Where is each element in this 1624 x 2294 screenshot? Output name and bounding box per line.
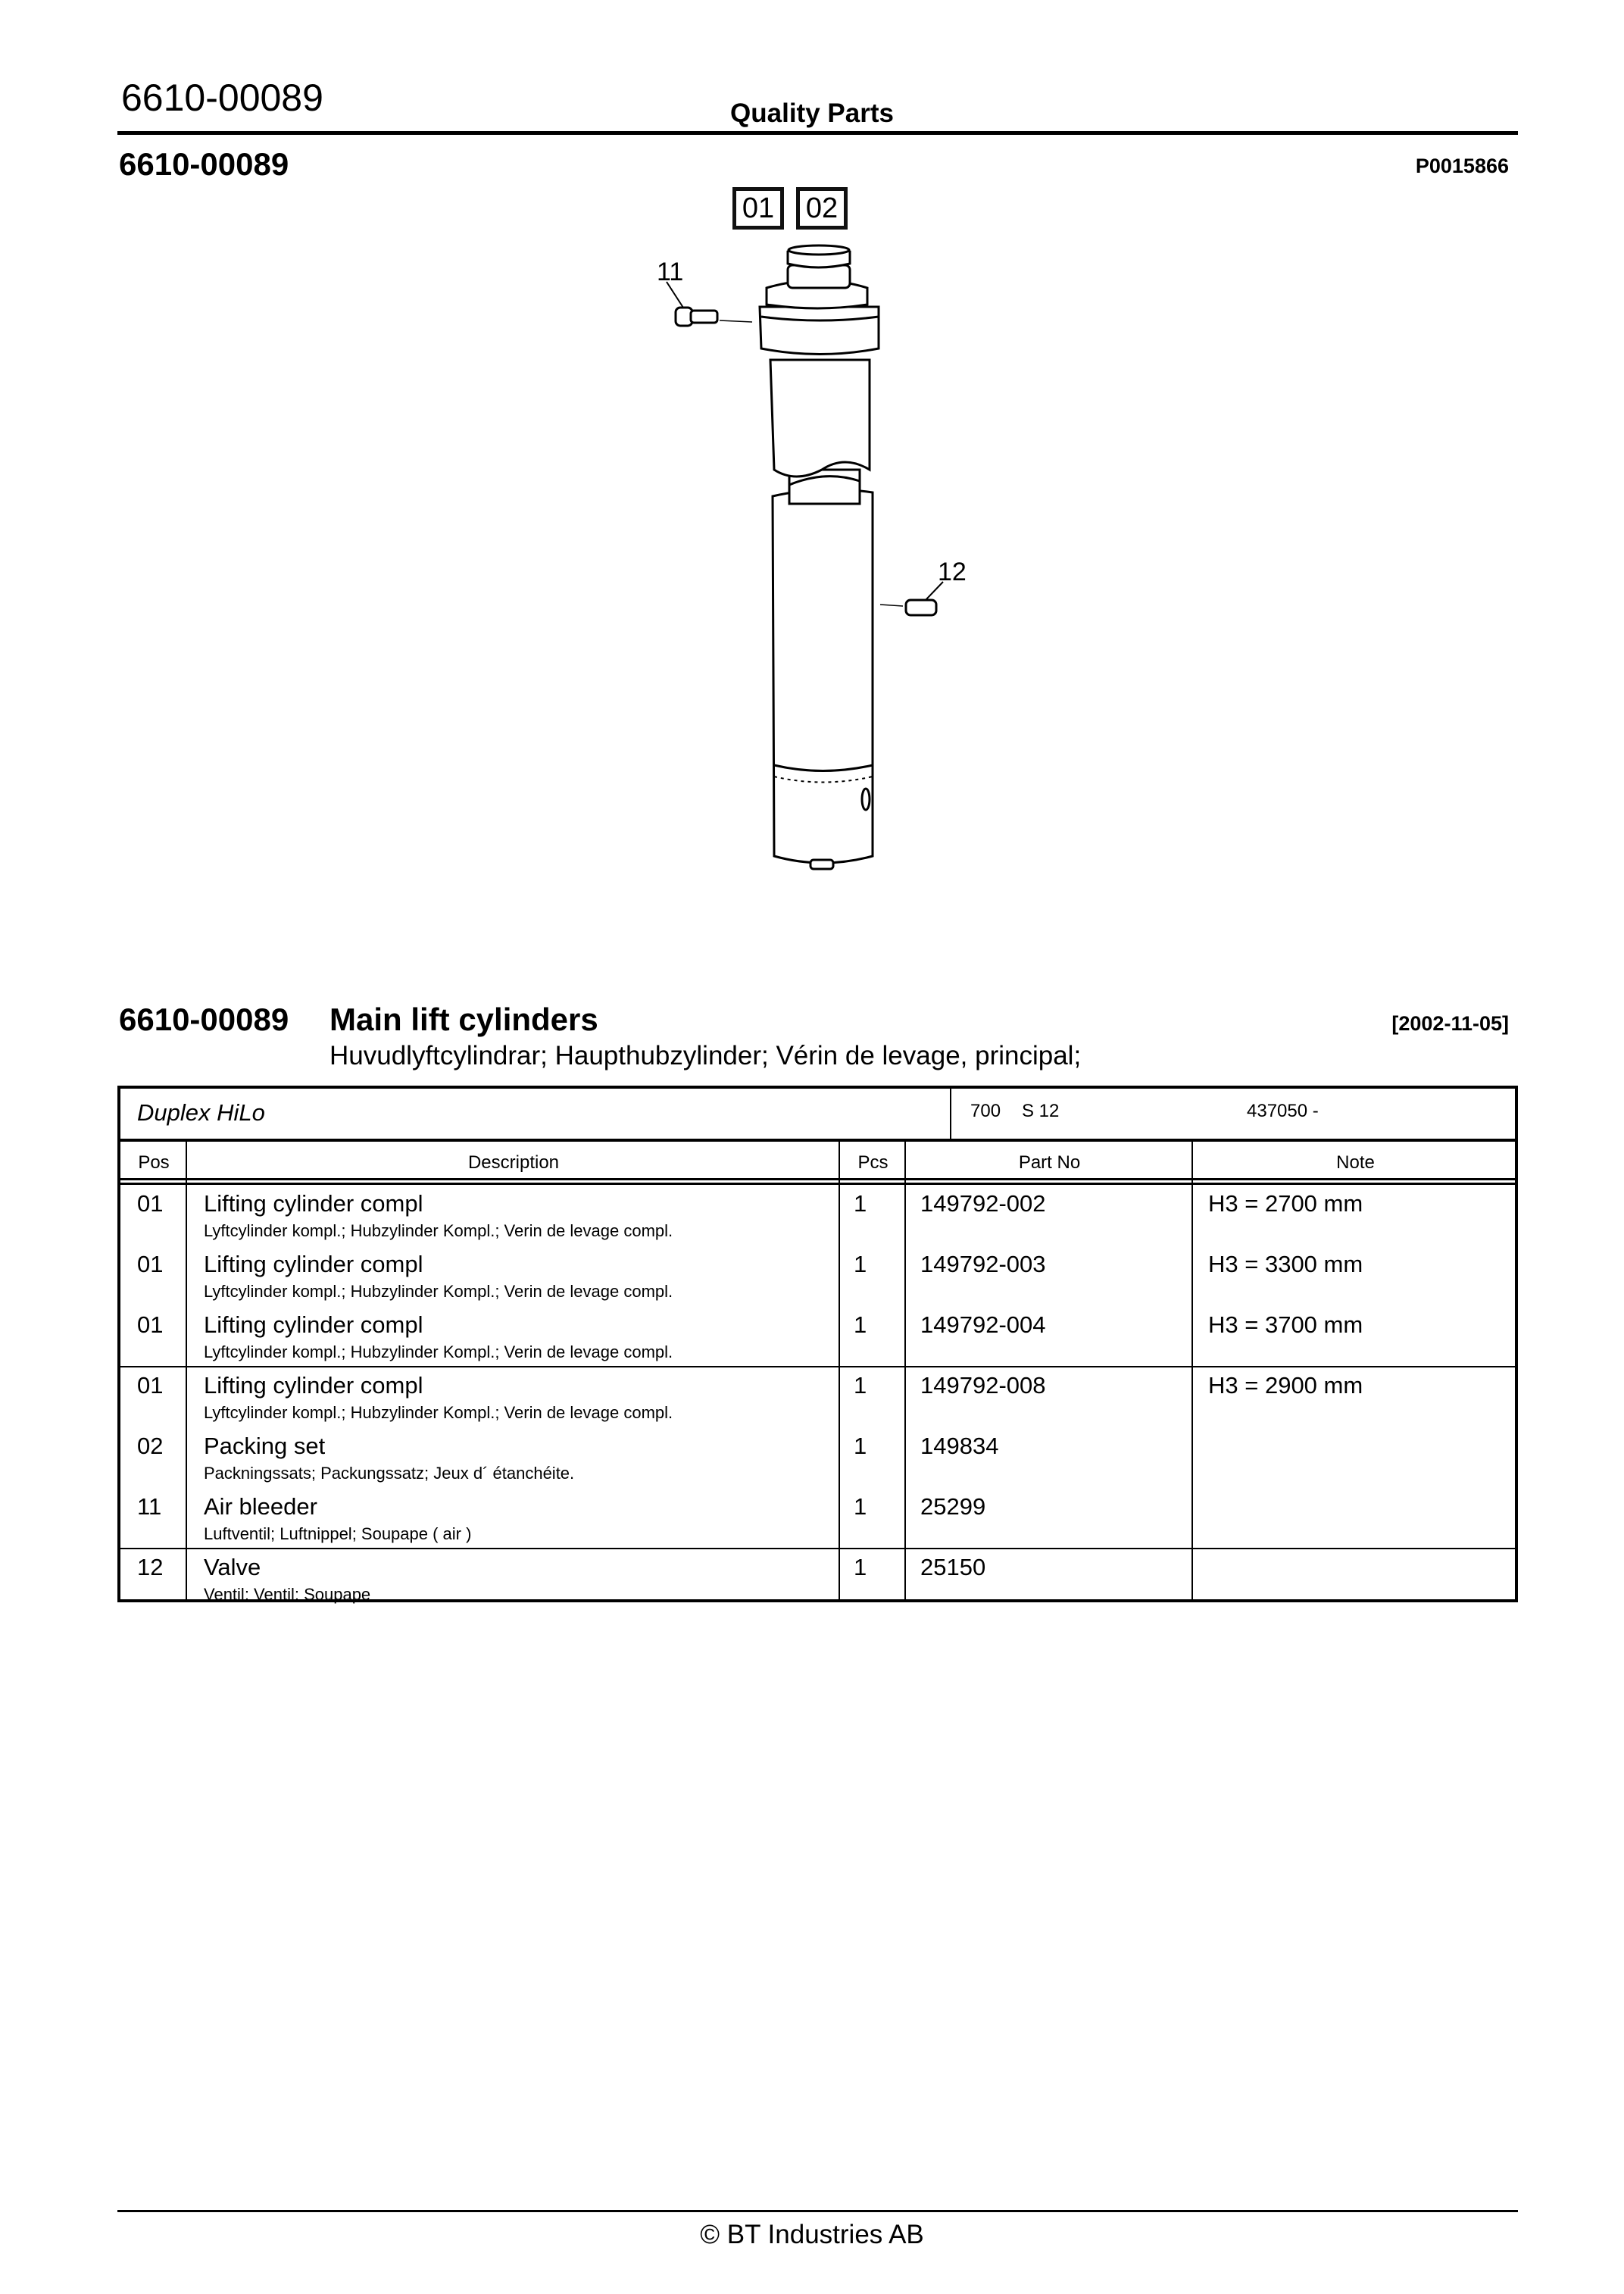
cell-part-no: 149792-003 — [920, 1251, 1046, 1277]
section-code: 6610-00089 — [119, 146, 289, 182]
valve-part-12 — [880, 582, 943, 615]
cell-description: Valve — [204, 1554, 261, 1580]
table-row — [120, 1551, 1515, 1611]
cell-description: Air bleeder — [204, 1493, 317, 1520]
cell-part-no: 25299 — [920, 1493, 986, 1520]
illustration-id: P0015866 — [1415, 155, 1509, 177]
table-row — [120, 1187, 1515, 1248]
table-row — [120, 1430, 1515, 1490]
cylinder-illustration — [760, 245, 879, 869]
cell-pos: 01 — [137, 1372, 164, 1399]
cell-pos: 01 — [137, 1251, 164, 1277]
cell-description: Lifting cylinder compl — [204, 1311, 423, 1338]
cell-part-no: 149792-008 — [920, 1372, 1046, 1399]
column-headers — [120, 1142, 1515, 1180]
cell-pos: 01 — [137, 1190, 164, 1217]
col-part-no: Part No — [1018, 1152, 1081, 1173]
model-code: 700 — [970, 1101, 1001, 1121]
callout-12: 12 — [938, 558, 967, 586]
cell-description: Lifting cylinder compl — [204, 1372, 423, 1399]
cylinder-exploded-drawing — [644, 242, 985, 970]
header-rule — [117, 131, 1518, 135]
col-pos: Pos — [138, 1152, 170, 1173]
table-row — [120, 1308, 1515, 1369]
cell-note: H3 = 2900 mm — [1208, 1372, 1363, 1399]
table-row — [120, 1490, 1515, 1551]
position-box-02: 02 — [796, 187, 848, 230]
group-title: Main lift cylinders — [329, 1002, 598, 1037]
cell-part-no: 149792-002 — [920, 1190, 1046, 1217]
cell-pcs: 1 — [854, 1190, 867, 1217]
model-variant: S 12 — [1022, 1101, 1060, 1121]
position-box-01: 01 — [732, 187, 784, 230]
cell-pcs: 1 — [854, 1433, 867, 1459]
model-name: Duplex HiLo — [137, 1099, 265, 1126]
cell-pcs: 1 — [854, 1372, 867, 1399]
cell-part-no: 149834 — [920, 1433, 999, 1459]
header-title: Quality Parts — [730, 98, 894, 128]
parts-table — [117, 1086, 1518, 1602]
air-bleeder-part-11 — [667, 282, 752, 326]
copyright: © BT Industries AB — [700, 2220, 924, 2249]
divider — [120, 1183, 1515, 1185]
cell-translations: Luftventil; Luftnippel; Soupape ( air ) — [204, 1524, 472, 1543]
table-row — [120, 1369, 1515, 1430]
callout-11: 11 — [657, 258, 684, 286]
cell-translations: Ventil; Ventil; Soupape — [204, 1585, 371, 1604]
cell-part-no: 149792-004 — [920, 1311, 1046, 1338]
cell-part-no: 25150 — [920, 1554, 986, 1580]
cell-pos: 01 — [137, 1311, 164, 1338]
cell-pcs: 1 — [854, 1493, 867, 1520]
cell-pcs: 1 — [854, 1251, 867, 1277]
table-row — [120, 1248, 1515, 1308]
cell-translations: Lyftcylinder kompl.; Hubzylinder Kompl.; Verin de levage compl. — [204, 1221, 673, 1240]
cell-description: Packing set — [204, 1433, 326, 1459]
cell-note: H3 = 2700 mm — [1208, 1190, 1363, 1217]
cell-pos: 12 — [137, 1554, 164, 1580]
divider — [950, 1089, 951, 1139]
cell-note: H3 = 3300 mm — [1208, 1251, 1363, 1277]
cell-translations: Lyftcylinder kompl.; Hubzylinder Kompl.; Verin de levage compl. — [204, 1342, 673, 1361]
cell-note: H3 = 3700 mm — [1208, 1311, 1363, 1338]
cell-translations: Lyftcylinder kompl.; Hubzylinder Kompl.; Verin de levage compl. — [204, 1282, 673, 1301]
col-pcs: Pcs — [857, 1152, 889, 1173]
group-translations: Huvudlyftcylindrar; Haupthubzylinder; Vérin de levage, principal; — [329, 1041, 1082, 1070]
group-date: [2002-11-05] — [1391, 1012, 1509, 1035]
group-divider — [120, 1366, 1515, 1367]
footer-rule — [117, 2210, 1518, 2212]
group-code: 6610-00089 — [119, 1002, 289, 1037]
cell-pos: 02 — [137, 1433, 164, 1459]
cell-description: Lifting cylinder compl — [204, 1251, 423, 1277]
model-row — [120, 1089, 1515, 1142]
cell-pos: 11 — [137, 1493, 162, 1520]
cell-translations: Packningssats; Packungssatz; Jeux d´ étanchéite. — [204, 1464, 575, 1483]
cell-pcs: 1 — [854, 1554, 867, 1580]
cell-description: Lifting cylinder compl — [204, 1190, 423, 1217]
document-code: 6610-00089 — [121, 77, 323, 119]
cell-pcs: 1 — [854, 1311, 867, 1338]
group-divider — [120, 1548, 1515, 1549]
col-description: Description — [467, 1152, 560, 1173]
col-note: Note — [1336, 1152, 1375, 1173]
serial-from: 437050 - — [1247, 1101, 1319, 1121]
cell-translations: Lyftcylinder kompl.; Hubzylinder Kompl.; Verin de levage compl. — [204, 1403, 673, 1422]
